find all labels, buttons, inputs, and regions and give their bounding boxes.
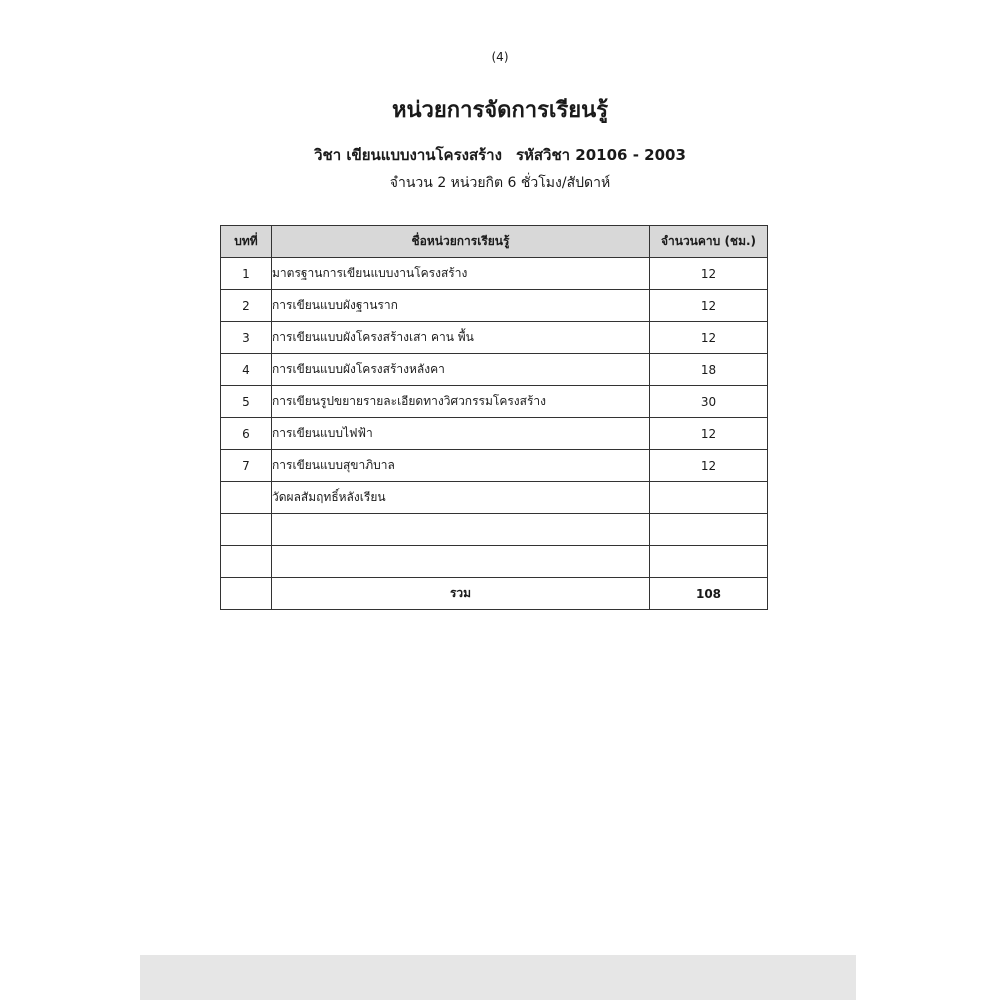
- table-row: [221, 418, 768, 450]
- table-row: [221, 482, 768, 514]
- subject-line: [0, 143, 1000, 167]
- cell-hours: 12: [650, 322, 768, 354]
- table-row: [221, 546, 768, 578]
- cell-hours: [650, 514, 768, 546]
- cell-chapter: 6: [221, 418, 272, 450]
- cell-chapter: 7: [221, 450, 272, 482]
- page-title: หน่วยการจัดการเรียนรู้: [391, 98, 609, 123]
- cell-unit-name: วัดผลสัมฤทธิ์หลังเรียน: [272, 482, 650, 514]
- subject-code: รหัสวิชา 20106 - 2003: [515, 146, 686, 164]
- cell-total-blank: [221, 578, 272, 610]
- table-row: [221, 386, 768, 418]
- cell-hours: 12: [650, 258, 768, 290]
- cell-chapter: 2: [221, 290, 272, 322]
- cell-unit-name: [272, 546, 650, 578]
- cell-chapter: 3: [221, 322, 272, 354]
- total-value: 108: [650, 578, 768, 610]
- table-header-row: [221, 226, 768, 258]
- cell-unit-name: การเขียนแบบผังฐานราก: [272, 290, 650, 322]
- cell-unit-name: [272, 514, 650, 546]
- cell-hours: [650, 482, 768, 514]
- header-chapter: บทที่: [221, 226, 272, 258]
- table-row: [221, 290, 768, 322]
- table-row: [221, 258, 768, 290]
- cell-hours: [650, 546, 768, 578]
- cell-chapter: [221, 482, 272, 514]
- table-row: [221, 322, 768, 354]
- cell-chapter: [221, 514, 272, 546]
- cell-chapter: 1: [221, 258, 272, 290]
- cell-unit-name: การเขียนแบบไฟฟ้า: [272, 418, 650, 450]
- cell-chapter: 5: [221, 386, 272, 418]
- learning-units-table: [220, 225, 768, 610]
- credits-line: จำนวน 2 หน่วยกิต 6 ชั่วโมง/สัปดาห์: [389, 175, 611, 191]
- header-unit-name: ชื่อหน่วยการเรียนรู้: [272, 226, 650, 258]
- cell-unit-name: การเขียนรูปขยายรายละเอียดทางวิศวกรรมโครงสร้าง: [272, 386, 650, 418]
- cell-unit-name: การเขียนแบบผังโครงสร้างหลังคา: [272, 354, 650, 386]
- subject-name: วิชา เขียนแบบงานโครงสร้าง: [314, 146, 502, 164]
- page-number: (4): [491, 50, 509, 64]
- footer-band: [140, 955, 856, 1000]
- cell-chapter: 4: [221, 354, 272, 386]
- table-row: [221, 514, 768, 546]
- table-row: [221, 354, 768, 386]
- cell-chapter: [221, 546, 272, 578]
- cell-unit-name: การเขียนแบบผังโครงสร้างเสา คาน พื้น: [272, 322, 650, 354]
- cell-unit-name: มาตรฐานการเขียนแบบงานโครงสร้าง: [272, 258, 650, 290]
- total-label: รวม: [272, 578, 650, 610]
- cell-hours: 18: [650, 354, 768, 386]
- cell-hours: 12: [650, 450, 768, 482]
- header-hours: จำนวนคาบ (ชม.): [650, 226, 768, 258]
- cell-unit-name: การเขียนแบบสุขาภิบาล: [272, 450, 650, 482]
- table-total-row: [221, 578, 768, 610]
- table-row: [221, 450, 768, 482]
- cell-hours: 30: [650, 386, 768, 418]
- cell-hours: 12: [650, 418, 768, 450]
- cell-hours: 12: [650, 290, 768, 322]
